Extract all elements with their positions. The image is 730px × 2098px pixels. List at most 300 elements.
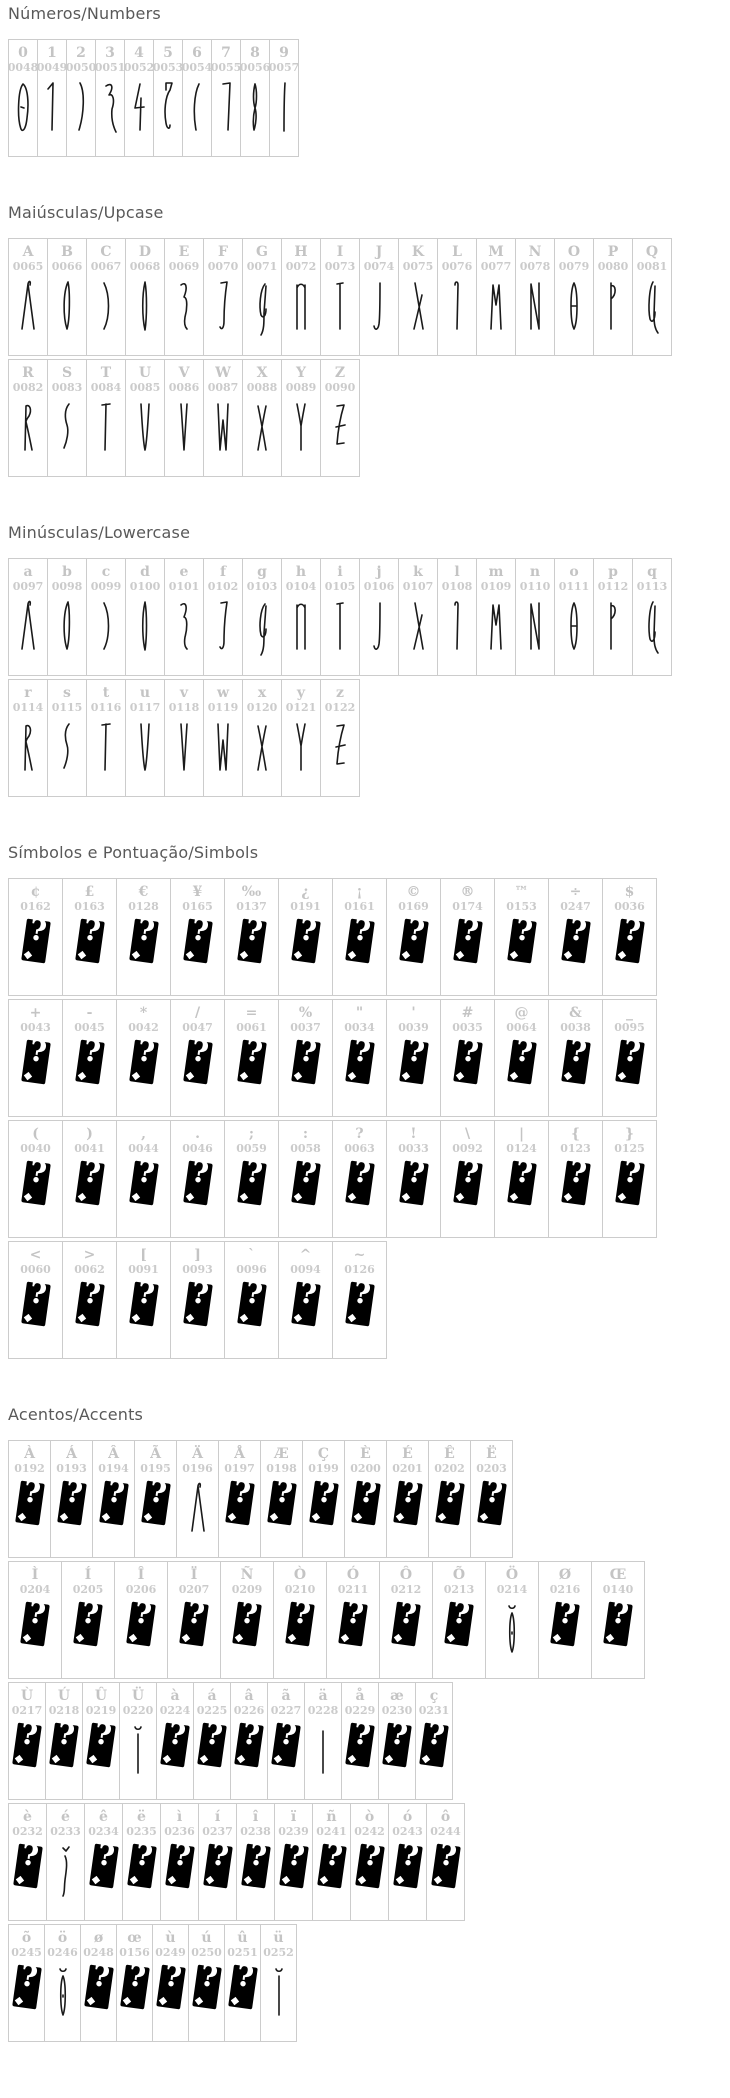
char-code: 0068 [129,260,161,273]
char-label: N [528,244,542,260]
glyph-cell-0220 [120,1683,157,1799]
notdef-question-mark: ? [246,1837,269,1874]
notdef-diamond-dot [479,1513,487,1521]
char-label: o [569,564,579,580]
font-glyph [211,718,235,796]
char-label: ö [57,1930,68,1946]
char-code: 0076 [441,260,473,273]
char-code: 0079 [558,260,590,273]
char-code: 0128 [128,900,159,913]
notdef-diamond-dot [293,1193,301,1201]
char-code: 0207 [178,1583,210,1596]
char-code: 0125 [614,1142,645,1155]
missing-glyph [341,1595,366,1678]
notdef-question-mark: ? [284,1837,307,1874]
char-label: z [336,685,344,701]
notdef-diamond-dot [23,1634,31,1642]
notdef-glyph-box [291,1275,321,1327]
char-label: . [195,1126,200,1142]
char-label: à [170,1688,180,1704]
char-label: C [100,244,112,260]
font-glyph [640,277,664,355]
font-glyph [172,277,196,355]
font-glyph [328,597,352,675]
font-glyph [289,597,313,675]
font-glyph [94,277,118,355]
char-code: 0200 [350,1462,381,1475]
glyph-cell-0063 [333,1121,387,1237]
notdef-glyph-box [75,1154,105,1206]
char-label: > [83,1247,96,1263]
glyph-cell-0098 [48,559,87,675]
notdef-glyph-box [345,912,375,964]
notdef-glyph-box [391,1595,421,1647]
missing-glyph [394,1595,419,1678]
char-code: 0041 [74,1142,105,1155]
notdef-question-mark: ? [566,1154,589,1191]
stroke-glyph-drawing [640,597,664,657]
glyph-cell-0192 [9,1441,51,1557]
notdef-diamond-dot [182,1634,190,1642]
char-label: é [61,1809,70,1825]
notdef-glyph-box [13,1837,43,1889]
font-glyph [172,398,196,476]
missing-glyph [294,912,319,995]
notdef-glyph-box [73,1595,103,1647]
notdef-question-mark: ? [89,1958,112,1995]
char-label: Œ [609,1567,627,1583]
notdef-diamond-dot [447,1634,455,1642]
char-code: 0217 [11,1704,43,1717]
char-label: S [61,365,73,381]
glyph-cell-0227 [268,1683,305,1799]
missing-glyph [24,1275,49,1358]
notdef-diamond-dot [563,951,571,959]
char-code: 0229 [344,1704,376,1717]
char-code: 0224 [159,1704,191,1717]
char-code: 0210 [284,1583,316,1596]
glyph-cell-0199 [303,1441,345,1557]
glyph-cell-0071 [243,239,282,355]
char-code: 0228 [307,1704,339,1717]
glyph-cell-0112 [594,559,633,675]
notdef-question-mark: ? [272,1474,295,1511]
char-code: 0035 [452,1021,483,1034]
font-glyph [445,277,469,355]
notdef-glyph-box [129,912,159,964]
stroke-glyph-drawing [211,718,235,778]
glyph-cell-0080 [594,239,633,355]
char-code: 0153 [506,900,537,913]
section-title-numbers: Números/Numbers [8,4,161,23]
notdef-question-mark: ? [20,1474,43,1511]
stroke-glyph-drawing [500,1600,524,1660]
char-code: 0043 [20,1021,51,1034]
font-glyph [185,78,209,156]
char-code: 0037 [290,1021,321,1034]
notdef-diamond-dot [553,1634,561,1642]
font-glyph [367,277,391,355]
char-code: 0239 [278,1825,309,1838]
notdef-glyph-box [507,1033,537,1085]
char-code: 0245 [11,1946,42,1959]
char-label: w [216,685,230,701]
stroke-glyph-drawing [367,277,391,337]
font-glyph [328,398,352,476]
glyph-cell-0195 [135,1441,177,1557]
stroke-glyph-drawing [484,597,508,657]
stroke-glyph-drawing [406,597,430,657]
char-code: 0214 [496,1583,528,1596]
notdef-glyph-box [129,1033,159,1085]
char-label: 9 [279,45,289,61]
char-label: j [376,564,382,580]
char-code: 0232 [12,1825,43,1838]
glyph-cell-0085 [126,360,165,476]
notdef-question-mark: ? [230,1474,253,1511]
font-glyph [484,277,508,355]
stroke-glyph-drawing [133,398,157,458]
char-code: 0095 [614,1021,645,1034]
notdef-question-mark: ? [238,1595,260,1632]
notdef-glyph-box [156,1958,186,2010]
char-code: 0072 [285,260,317,273]
char-label: Ì [31,1567,39,1583]
char-code: 0206 [125,1583,157,1596]
missing-glyph [510,1033,535,1116]
glyph-cell-0241 [313,1804,351,1920]
char-label: - [86,1005,93,1021]
stroke-glyph-drawing [328,597,352,657]
char-label: Q [645,244,659,260]
char-code: 0071 [246,260,278,273]
missing-glyph [240,1033,265,1116]
char-code: 0111 [558,580,590,593]
char-code: 0104 [285,580,317,593]
notdef-diamond-dot [129,1634,137,1642]
missing-glyph [235,1595,260,1678]
char-label: \ [464,1126,471,1142]
missing-glyph [87,1958,112,2041]
stroke-glyph-drawing [484,277,508,337]
notdef-diamond-dot [17,1513,25,1521]
char-code: 0086 [168,381,200,394]
missing-glyph [396,1837,421,1920]
char-label: / [194,1005,201,1021]
stroke-glyph-drawing [243,78,267,138]
char-label: u [139,685,151,701]
char-code: 0109 [480,580,512,593]
notdef-question-mark: ? [79,1595,101,1632]
char-label: } [624,1126,634,1142]
notdef-glyph-box [615,1154,645,1206]
stroke-glyph-drawing [55,277,79,337]
font-glyph [272,78,296,156]
glyph-cell-0228 [305,1683,342,1799]
char-code: 0093 [182,1263,213,1276]
font-glyph [16,398,40,476]
glyph-cell-0074 [360,239,399,355]
section-numbers [8,4,730,157]
glyph-cell-0094 [279,1242,333,1358]
font-glyph [562,597,586,675]
char-code: 0052 [123,61,155,74]
notdef-diamond-dot [617,1193,625,1201]
notdef-question-mark: ? [80,1275,103,1312]
char-label: ] [194,1247,201,1263]
notdef-question-mark: ? [188,912,211,949]
char-label: Ù [20,1688,34,1704]
stroke-glyph-drawing [601,277,625,337]
char-label: K [411,244,425,260]
stroke-glyph-drawing [98,78,122,138]
notdef-question-mark: ? [26,912,49,949]
notdef-glyph-box [234,1716,264,1768]
stroke-glyph-drawing [272,78,296,138]
notdef-glyph-box [550,1595,580,1647]
notdef-glyph-box [351,1474,381,1526]
char-code: 0066 [51,260,83,273]
char-code: 0078 [519,260,551,273]
glyph-cell-0038 [549,1000,603,1116]
char-code: 0077 [480,260,512,273]
missing-glyph [78,912,103,995]
char-label: s [63,685,71,701]
missing-glyph [402,912,427,995]
notdef-diamond-dot [455,1072,463,1080]
char-label: Î [137,1567,145,1583]
char-label: ø [93,1930,104,1946]
notdef-question-mark: ? [188,1154,211,1191]
char-label: ( [32,1126,39,1142]
glyph-cell-0055 [212,40,241,156]
char-code: 0064 [506,1021,537,1034]
char-code: 0047 [182,1021,213,1034]
section-symbols [8,843,730,1359]
notdef-question-mark: ? [80,1033,103,1070]
notdef-glyph-box [20,1595,50,1647]
notdef-glyph-box [317,1837,347,1889]
glyph-cell-0081 [633,239,671,355]
stroke-glyph-drawing [289,718,313,778]
notdef-diamond-dot [347,1193,355,1201]
char-label: = [245,1005,258,1021]
char-code: 0117 [129,701,161,714]
notdef-question-mark: ? [350,1033,373,1070]
notdef-diamond-dot [353,1513,361,1521]
glyph-cell-0084 [87,360,126,476]
glyph-cell-0056 [241,40,270,156]
notdef-glyph-box [279,1837,309,1889]
notdef-diamond-dot [185,1193,193,1201]
char-code: 0249 [155,1946,186,1959]
char-code: 0097 [12,580,44,593]
missing-glyph [480,1474,505,1557]
notdef-question-mark: ? [242,1033,265,1070]
char-label: a [23,564,33,580]
glyph-cell-0070 [204,239,243,355]
glyph-cell-0113 [633,559,671,675]
glyph-cell-0203 [471,1441,512,1557]
notdef-diamond-dot [395,1513,403,1521]
notdef-glyph-box [237,1154,267,1206]
glyph-cell-0088 [243,360,282,476]
notdef-question-mark: ? [203,1716,225,1753]
glyph-cell-0078 [516,239,555,355]
missing-glyph [15,1958,40,2041]
missing-glyph [294,1033,319,1116]
missing-glyph [163,1716,188,1799]
notdef-glyph-box [291,1154,321,1206]
char-label: © [406,884,421,900]
notdef-diamond-dot [131,1314,139,1322]
char-code: 0090 [324,381,356,394]
glyph-cell-0137 [225,879,279,995]
font-glyph [55,398,79,476]
missing-glyph [132,1033,157,1116]
char-label: 8 [250,45,260,61]
char-label: L [452,244,462,260]
stroke-glyph-drawing [214,78,238,138]
missing-glyph [456,1154,481,1237]
missing-glyph [402,1154,427,1237]
stroke-glyph-drawing [186,1479,210,1539]
notdef-glyph-box [89,1837,119,1889]
char-code: 0081 [636,260,668,273]
notdef-question-mark: ? [166,1716,188,1753]
char-label: r [24,685,32,701]
notdef-glyph-box [393,1474,423,1526]
char-label: ? [355,1126,364,1142]
missing-glyph [123,1958,148,2041]
notdef-question-mark: ? [458,1154,481,1191]
notdef-question-mark: ? [296,1154,319,1191]
missing-glyph [159,1958,184,2041]
notdef-diamond-dot [91,1876,99,1884]
notdef-diamond-dot [243,1876,251,1884]
glyph-cell-0194 [93,1441,135,1557]
char-code: 0163 [74,900,105,913]
char-label: À [24,1446,35,1462]
font-glyph [445,597,469,675]
char-label: ¡ [356,884,363,900]
font-glyph [98,78,122,156]
glyph-cell-0073 [321,239,360,355]
notdef-question-mark: ? [188,1275,211,1312]
notdef-glyph-box [126,1595,156,1647]
char-label: Y [296,365,306,381]
char-label: ñ [326,1809,337,1825]
notdef-glyph-box [21,1275,51,1327]
char-label: J [375,244,383,260]
glyph-cell-0047 [171,1000,225,1116]
glyph-grid-accents [8,1440,730,2042]
glyph-cell-0193 [51,1441,93,1557]
notdef-question-mark: ? [125,1958,148,1995]
notdef-diamond-dot [77,951,85,959]
glyph-cell-0196 [177,1441,219,1557]
glyph-grid-uppercase [8,238,730,477]
stroke-glyph-drawing [54,1842,78,1902]
glyph-grid-numbers [8,39,730,157]
notdef-diamond-dot [563,1072,571,1080]
notdef-glyph-box [561,1154,591,1206]
glyph-cell-0246 [45,1925,81,2041]
glyph-cell-0040 [9,1121,63,1237]
char-code: 0169 [398,900,429,913]
missing-glyph [144,1474,169,1557]
char-label: v [179,685,189,701]
char-label: Ú [57,1688,71,1704]
notdef-diamond-dot [385,1755,393,1763]
font-glyph [126,1721,150,1799]
char-label: 2 [76,45,86,61]
glyph-cell-0245 [9,1925,45,2041]
glyph-cell-0041 [63,1121,117,1237]
glyph-row [8,39,299,157]
char-label: ‰ [241,884,262,900]
glyph-cell-0200 [345,1441,387,1557]
notdef-glyph-box [129,1154,159,1206]
font-glyph [69,78,93,156]
notdef-question-mark: ? [566,912,589,949]
glyph-cell-0105 [321,559,360,675]
char-code: 0061 [236,1021,267,1034]
char-code: 0096 [236,1263,267,1276]
char-label: U [138,365,152,381]
char-code: 0062 [74,1263,105,1276]
notdef-diamond-dot [23,1193,31,1201]
stroke-glyph-drawing [311,1721,335,1781]
notdef-glyph-box [285,1595,315,1647]
glyph-cell-0250 [189,1925,225,2041]
notdef-diamond-dot [227,1513,235,1521]
section-accents [8,1405,730,2042]
char-code: 0196 [182,1462,213,1475]
font-glyph [55,597,79,675]
notdef-question-mark: ? [436,1837,459,1874]
glyph-cell-0211 [327,1562,380,1678]
missing-glyph [447,1595,472,1678]
notdef-diamond-dot [239,1314,247,1322]
glyph-cell-0111 [555,559,594,675]
notdef-diamond-dot [617,1072,625,1080]
font-glyph [367,597,391,675]
notdef-diamond-dot [235,1634,243,1642]
char-code: 0065 [12,260,44,273]
glyph-cell-0064 [495,1000,549,1116]
char-label: Ç [317,1446,330,1462]
notdef-glyph-box [165,1837,195,1889]
glyph-cell-0252 [261,1925,296,2041]
missing-glyph [132,1275,157,1358]
missing-glyph [186,1275,211,1358]
char-code: 0244 [430,1825,461,1838]
missing-glyph [244,1837,269,1920]
char-label: Õ [452,1567,466,1583]
char-code: 0219 [85,1704,117,1717]
glyph-cell-0212 [380,1562,433,1678]
notdef-question-mark: ? [242,1275,265,1312]
font-glyph [16,718,40,796]
stroke-glyph-drawing [289,398,313,458]
char-code: 0034 [344,1021,375,1034]
font-glyph [94,398,118,476]
stroke-glyph-drawing [16,597,40,657]
notdef-question-mark: ? [351,1716,373,1753]
char-code: 0116 [90,701,122,714]
missing-glyph [52,1716,77,1799]
